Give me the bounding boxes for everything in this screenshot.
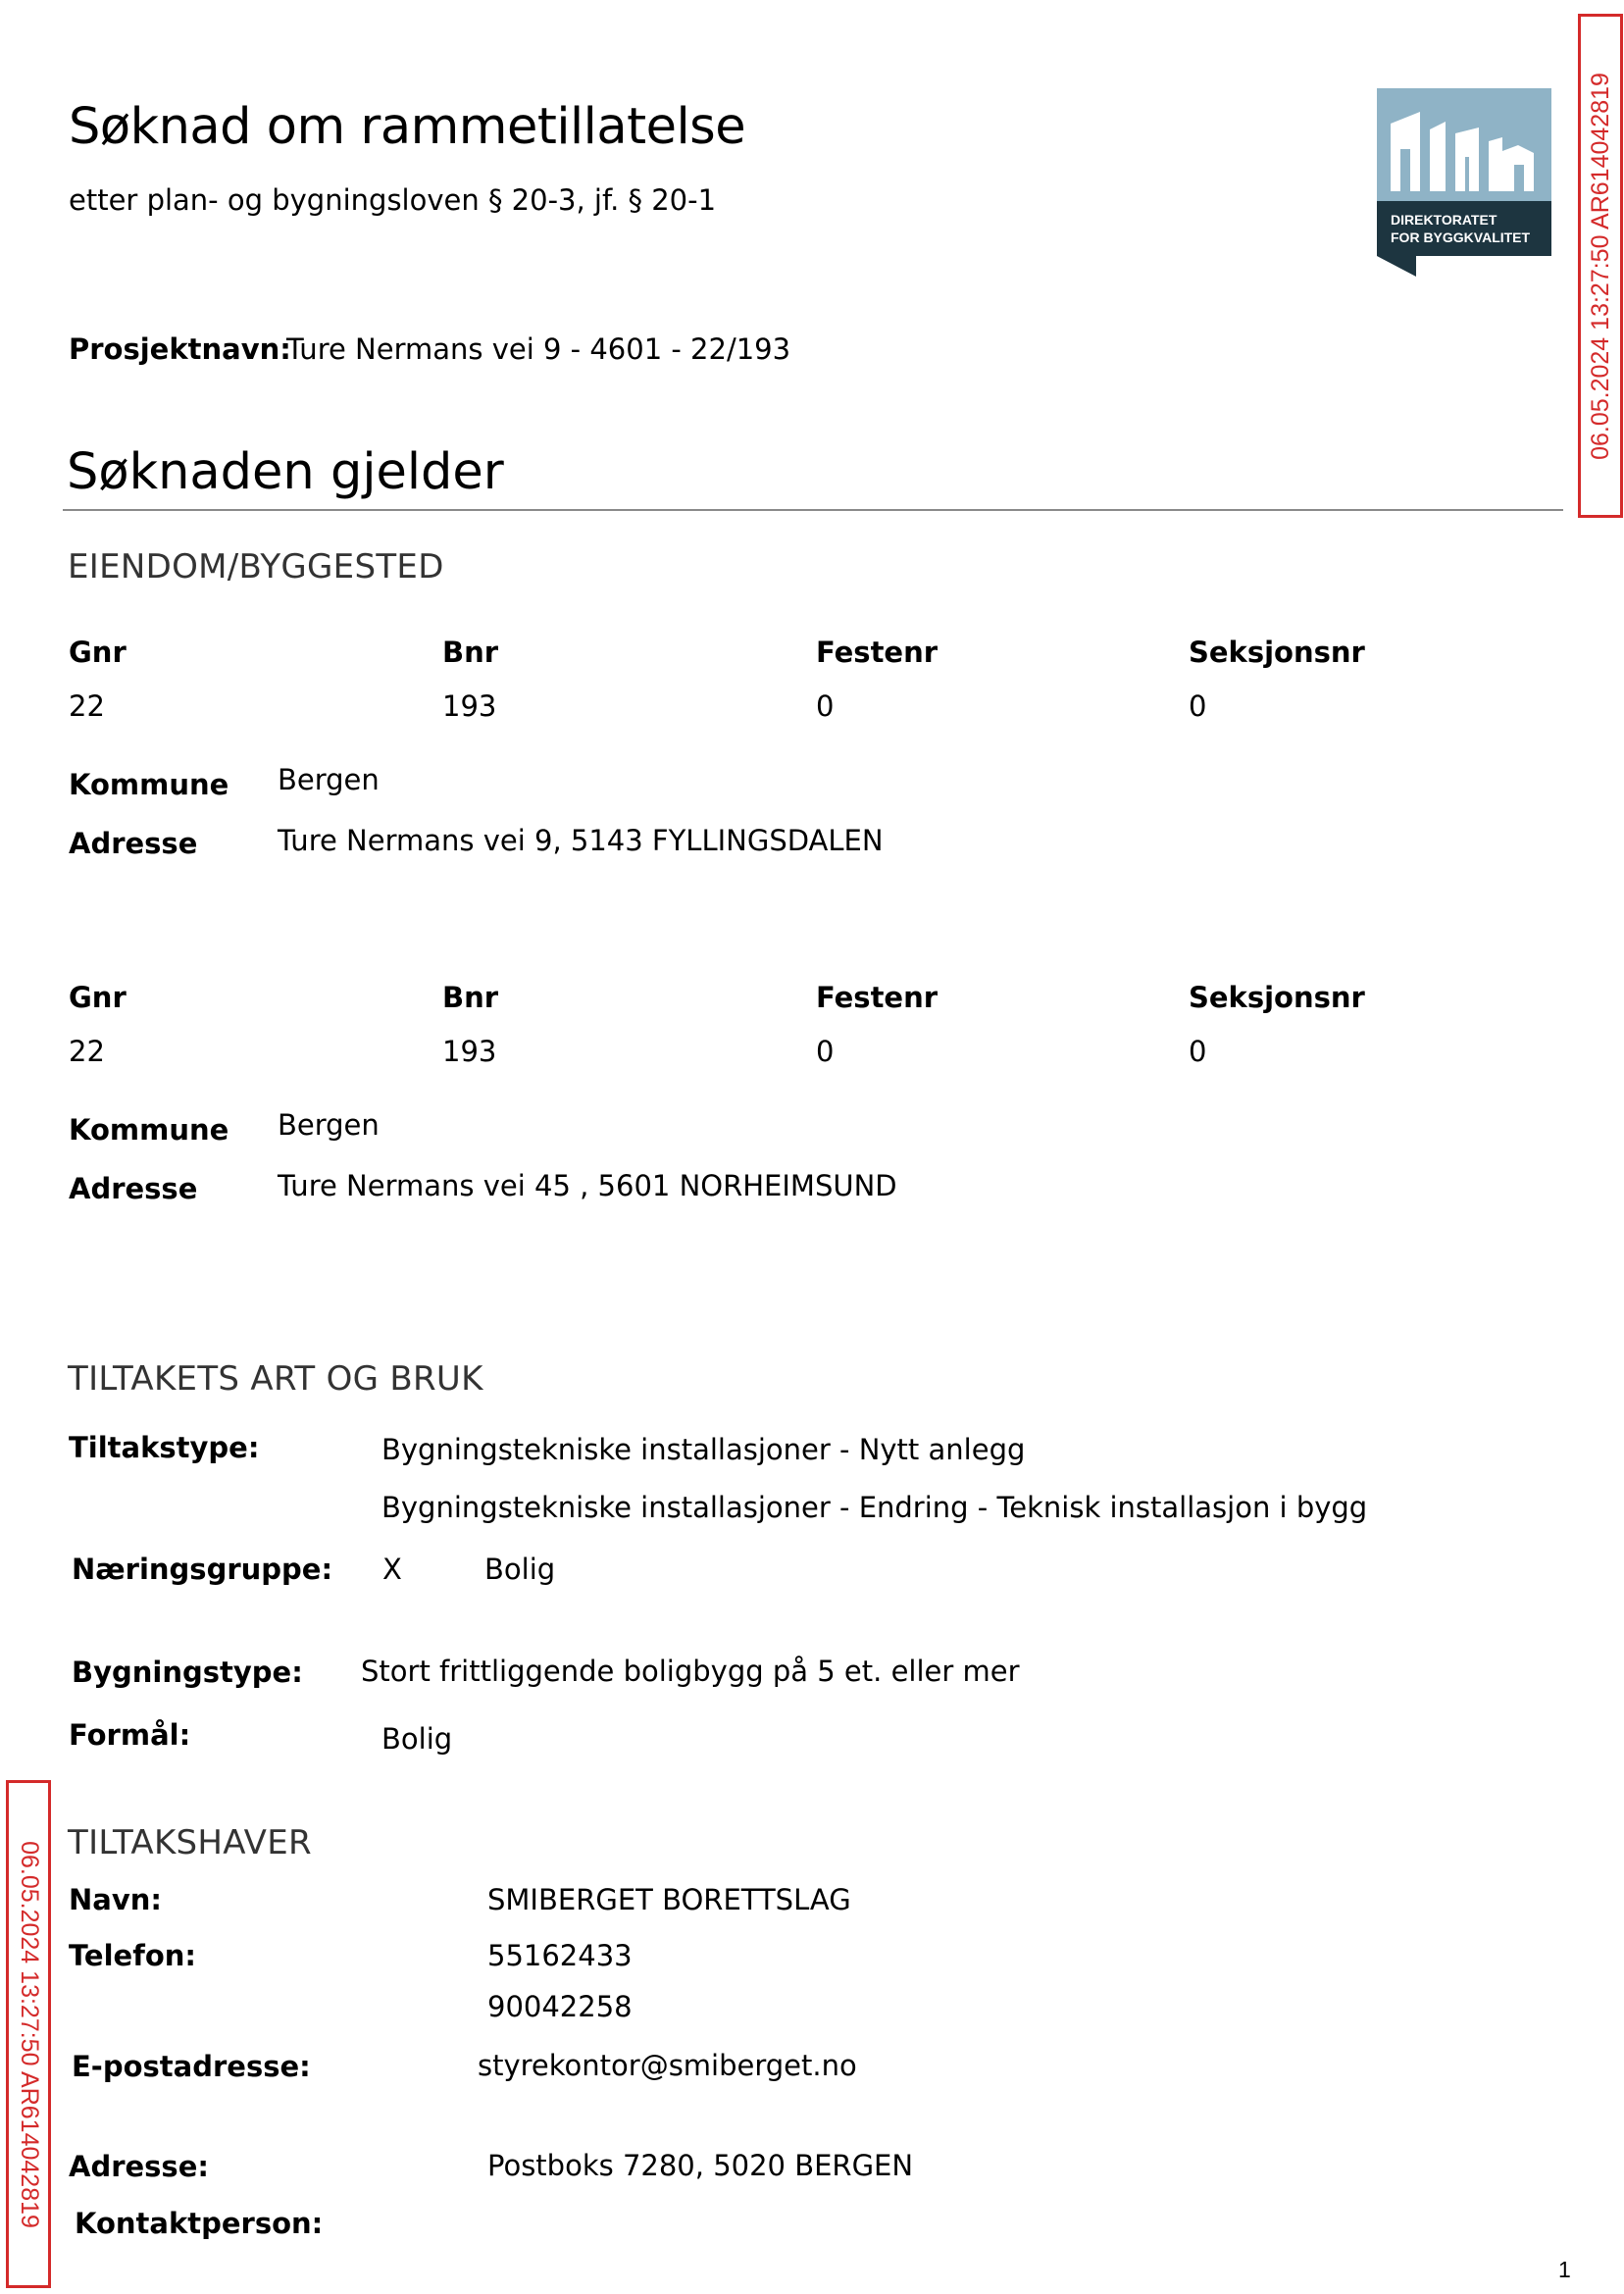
- measure-heading: TILTAKETS ART OG BRUK: [68, 1359, 483, 1399]
- owner-name-value: SMIBERGET BORETTSLAG: [487, 1883, 851, 1916]
- gnr-header: Gnr: [69, 981, 127, 1014]
- festenr-value: 0: [816, 1035, 835, 1068]
- naeringsgruppe-value: Bolig: [484, 1553, 556, 1586]
- gnr-value: 22: [69, 1035, 105, 1068]
- section-divider: [63, 509, 1563, 511]
- owner-email-label: E-postadresse:: [72, 2050, 311, 2083]
- timestamp-stamp-top: [1578, 14, 1623, 518]
- owner-name-label: Navn:: [69, 1883, 162, 1916]
- kommune-label: Kommune: [69, 768, 229, 801]
- property-heading: EIENDOM/BYGGESTED: [68, 547, 444, 586]
- tiltakstype-value: Bygningstekniske installasjoner - Nytt anlegg: [381, 1433, 1026, 1466]
- adresse-value: Ture Nermans vei 45 , 5601 NORHEIMSUND: [278, 1169, 897, 1202]
- formal-label: Formål:: [69, 1718, 191, 1752]
- project-value: Ture Nermans vei 9 - 4601 - 22/193: [286, 332, 791, 366]
- owner-contact-label: Kontaktperson:: [75, 2207, 324, 2240]
- page-number: 1: [1558, 2257, 1571, 2282]
- gnr-header: Gnr: [69, 636, 127, 669]
- festenr-header: Festenr: [816, 636, 939, 669]
- owner-address-label: Adresse:: [69, 2150, 209, 2183]
- seksjonsnr-value: 0: [1189, 1035, 1207, 1068]
- document-subtitle: etter plan- og bygningsloven § 20-3, jf. § 20-1: [69, 183, 717, 217]
- logo-line1: DIREKTORATET: [1391, 212, 1497, 228]
- bnr-header: Bnr: [442, 981, 499, 1014]
- dibk-logo-icon: [1377, 88, 1551, 277]
- timestamp-stamp-left: [6, 1780, 51, 2288]
- owner-address-value: Postboks 7280, 5020 BERGEN: [487, 2149, 914, 2182]
- owner-email-value: styrekontor@smiberget.no: [478, 2049, 857, 2082]
- seksjonsnr-header: Seksjonsnr: [1189, 636, 1365, 669]
- document-title: Søknad om rammetillatelse: [69, 98, 746, 156]
- formal-value: Bolig: [381, 1722, 453, 1756]
- naeringsgruppe-label: Næringsgruppe:: [72, 1553, 333, 1586]
- kommune-label: Kommune: [69, 1113, 229, 1147]
- adresse-value: Ture Nermans vei 9, 5143 FYLLINGSDALEN: [278, 824, 884, 857]
- owner-heading: TILTAKSHAVER: [68, 1823, 312, 1862]
- owner-phone-label: Telefon:: [69, 1939, 196, 1972]
- section-heading: Søknaden gjelder: [67, 443, 504, 501]
- project-label: Prosjektnavn:: [69, 332, 291, 366]
- tiltakstype-label: Tiltakstype:: [69, 1431, 260, 1464]
- bygningstype-label: Bygningstype:: [72, 1656, 303, 1689]
- adresse-label: Adresse: [69, 827, 198, 860]
- bnr-header: Bnr: [442, 636, 499, 669]
- kommune-value: Bergen: [278, 1108, 380, 1142]
- owner-phone-value: 90042258: [487, 1990, 633, 2023]
- owner-phone-value: 55162433: [487, 1939, 633, 1972]
- adresse-label: Adresse: [69, 1172, 198, 1205]
- kommune-value: Bergen: [278, 763, 380, 796]
- bnr-value: 193: [442, 689, 497, 723]
- festenr-value: 0: [816, 689, 835, 723]
- logo-line2: FOR BYGGKVALITET: [1391, 229, 1531, 245]
- naeringsgruppe-code: X: [382, 1553, 402, 1586]
- seksjonsnr-value: 0: [1189, 689, 1207, 723]
- festenr-header: Festenr: [816, 981, 939, 1014]
- bnr-value: 193: [442, 1035, 497, 1068]
- bygningstype-value: Stort frittliggende boligbygg på 5 et. eller mer: [361, 1655, 1020, 1688]
- seksjonsnr-header: Seksjonsnr: [1189, 981, 1365, 1014]
- gnr-value: 22: [69, 689, 105, 723]
- timestamp-stamp-text: 06.05.2024 13:27:50 AR614042819: [15, 1840, 43, 2228]
- timestamp-stamp-text: 06.05.2024 13:27:50 AR614042819: [1586, 72, 1614, 460]
- tiltakstype-value: Bygningstekniske installasjoner - Endring - Teknisk installasjon i bygg: [381, 1491, 1368, 1524]
